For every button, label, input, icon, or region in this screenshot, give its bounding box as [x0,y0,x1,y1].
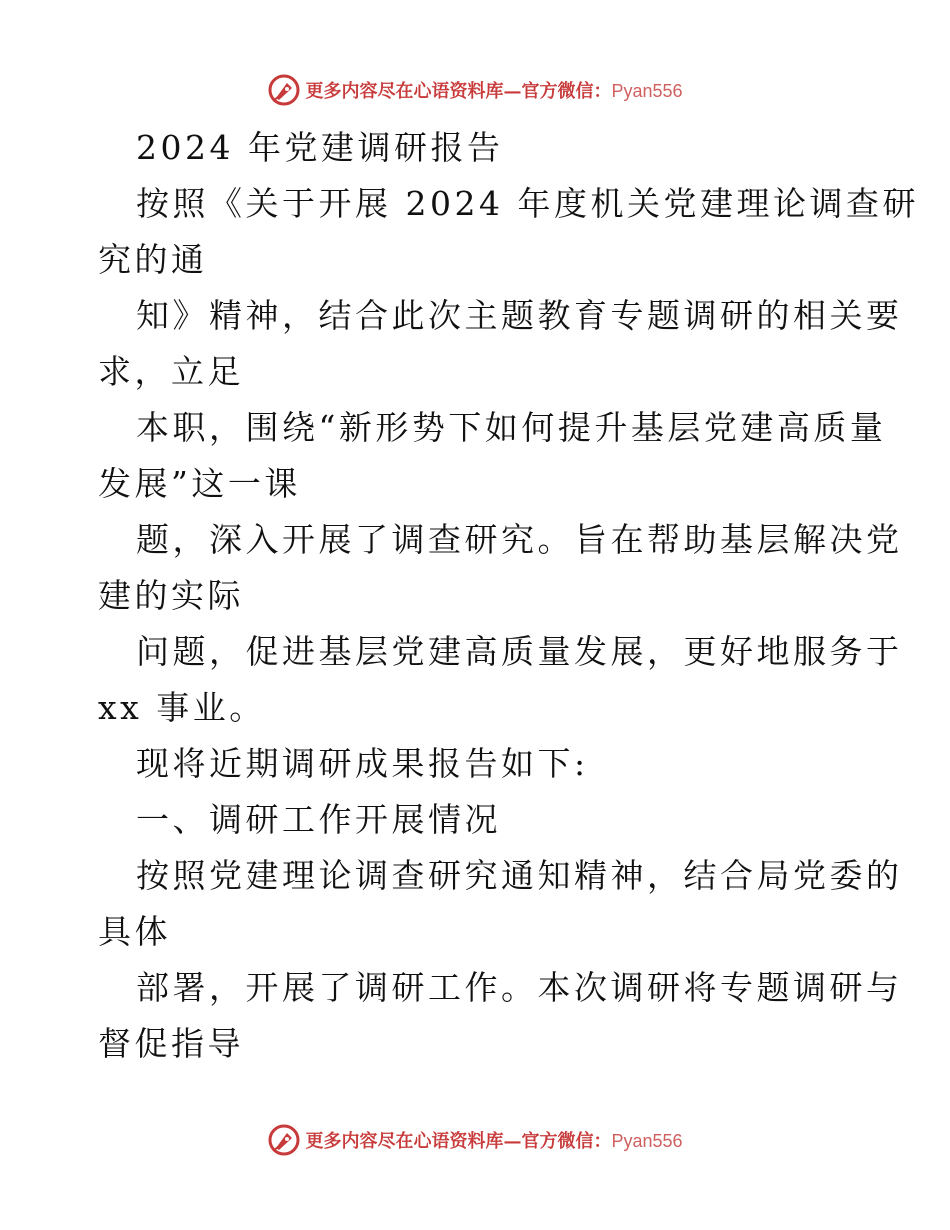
paragraph-line: 题，深入开展了调查研究。旨在帮助基层解决党 [136,520,903,559]
banner-wechat-id: Pyan556 [611,1131,683,1151]
banner-text: 更多内容尽在心语资料库—官方微信：Pyan556 [305,81,683,102]
paragraph-line: 究的通 [98,240,208,279]
header-banner [0,70,950,110]
banner-wechat-id: Pyan556 [611,81,683,101]
document-title: 2024 年党建调研报告 [136,128,504,167]
paragraph-line: 求，立足 [98,352,244,391]
paragraph-line: 发展”这一课 [98,464,301,503]
banner-text: 更多内容尽在心语资料库—官方微信：Pyan556 [305,1131,683,1152]
paragraph-line: 部署，开展了调研工作。本次调研将专题调研与 [136,968,903,1007]
paragraph-line: 现将近期调研成果报告如下: [136,744,589,783]
paragraph-line: 按照《关于开展 2024 年度机关党建理论调查研 [136,184,919,223]
paragraph-line: xx 事业。 [98,688,266,727]
document-body [98,120,919,1072]
paragraph-line: 知》精神，结合此次主题教育专题调研的相关要 [136,296,903,335]
paragraph-line: 按照党建理论调查研究通知精神，结合局党委的 [136,856,903,895]
footer-banner [0,1120,950,1160]
pen-nib-logo-icon [267,1123,301,1157]
paragraph-line: 建的实际 [98,576,244,615]
paragraph-line: 问题，促进基层党建高质量发展，更好地服务于 [136,632,903,671]
paragraph-line: 督促指导 [98,1024,244,1063]
paragraph-line: 本职，围绕“新形势下如何提升基层党建高质量 [136,408,887,447]
paragraph-line: 具体 [98,912,171,951]
section-heading: 一、调研工作开展情况 [136,800,501,839]
pen-nib-logo-icon [267,73,301,107]
